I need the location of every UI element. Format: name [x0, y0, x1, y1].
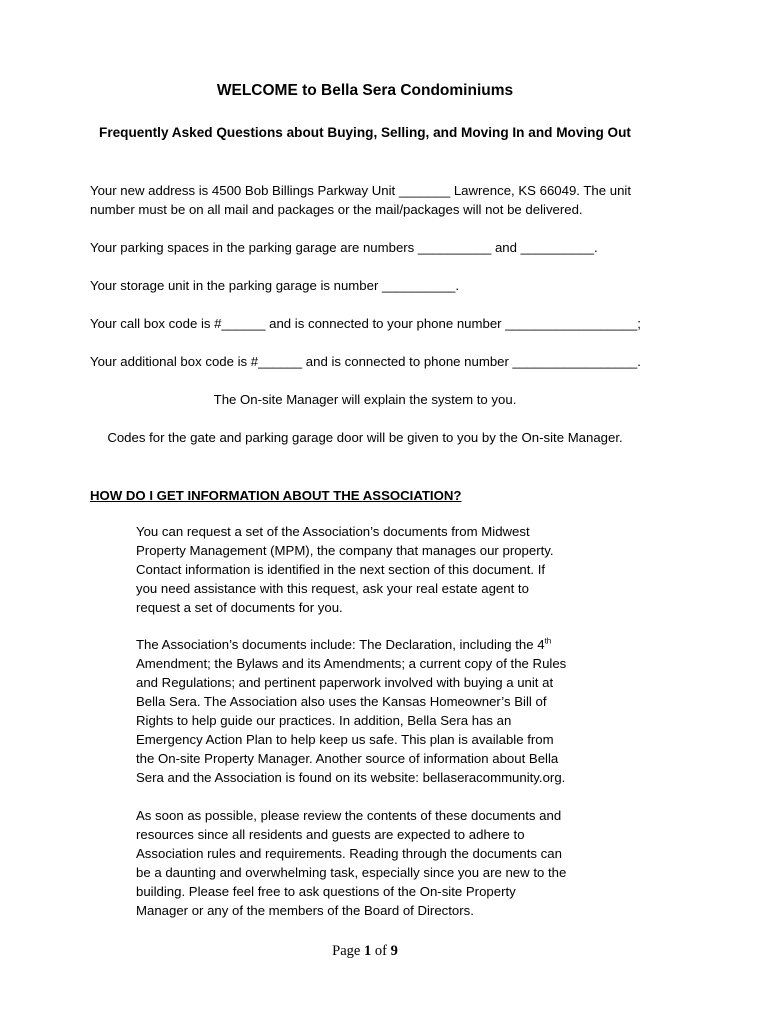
- paragraph-line: the On-site Property Manager. Another source of information about Bella: [136, 751, 559, 766]
- paragraph-line: Emergency Action Plan to help keep us safe. This plan is available from: [136, 732, 554, 747]
- codes-note: Codes for the gate and parking garage door will be given to you by the On-site Manager.: [107, 430, 623, 445]
- paragraph-line: request a set of documents for you.: [136, 600, 343, 615]
- paragraph-line: Manager or any of the members of the Board of Directors.: [136, 903, 474, 918]
- storage-unit-line: Your storage unit in the parking garage is number __________.: [90, 278, 460, 293]
- paragraph-line: and Regulations; and pertinent paperwork involved with buying a unit at: [136, 675, 554, 690]
- page-title: WELCOME to Bella Sera Condominiums: [216, 82, 514, 99]
- section-heading: HOW DO I GET INFORMATION ABOUT THE ASSOCIATION?: [90, 488, 462, 503]
- paragraph-line: Contact information is identified in the next section of this document. If: [136, 562, 546, 577]
- manager-note: The On-site Manager will explain the system to you.: [213, 392, 517, 407]
- paragraph-line: Amendment; the Bylaws and its Amendments; a current copy of the Rules: [136, 656, 567, 671]
- paragraph-line-text: The Association’s documents include: The Declaration, including the 4: [136, 637, 545, 652]
- paragraph-request-documents: [136, 522, 606, 617]
- paragraph-line: Sera and the Association is found on its website: bellaseracommunity.org.: [136, 770, 566, 785]
- paragraph-line: building. Please feel free to ask questions of the On-site Property: [136, 884, 516, 899]
- paragraph-line: be a daunting and overwhelming task, especially since you are new to the: [136, 865, 567, 880]
- paragraph-line: Property Management (MPM), the company that manages our property.: [136, 543, 554, 558]
- paragraph-line: Bella Sera. The Association also uses the Kansas Homeowner’s Bill of: [136, 694, 547, 709]
- page-number: 1: [363, 943, 372, 959]
- paragraph-line: As soon as possible, please review the contents of these documents and: [136, 808, 562, 823]
- parking-spaces-line: Your parking spaces in the parking garage are numbers __________ and __________.: [90, 240, 598, 255]
- paragraph-line: you need assistance with this request, ask your real estate agent to: [136, 581, 529, 596]
- paragraph-line: Rights to help guide our practices. In addition, Bella Sera has an: [136, 713, 512, 728]
- additional-box-line: Your additional box code is #______ and is connected to phone number _________________.: [90, 354, 641, 369]
- call-box-line: Your call box code is #______ and is connected to your phone number __________________;: [90, 316, 641, 331]
- paragraph-review-documents: [136, 806, 606, 920]
- paragraph-line: Association rules and requirements. Reading through the documents can: [136, 846, 562, 861]
- address-line-2: number must be on all mail and packages or the mail/packages will not be delivered.: [90, 202, 583, 217]
- of-word: of: [374, 943, 387, 959]
- paragraph-line: [136, 635, 606, 654]
- total-pages: 9: [390, 943, 398, 959]
- address-line-1: Your new address is 4500 Bob Billings Parkway Unit _______ Lawrence, KS 66049. The unit: [90, 183, 632, 198]
- paragraph-line: resources since all residents and guests are expected to adhere to: [136, 827, 525, 842]
- superscript-th: th: [544, 636, 552, 646]
- page-word: Page: [332, 943, 361, 959]
- page-footer: [0, 942, 730, 960]
- paragraph-line: You can request a set of the Association’s documents from Midwest: [136, 524, 530, 539]
- paragraph-association-documents: [136, 635, 606, 787]
- page-subtitle: Frequently Asked Questions about Buying, Selling, and Moving In and Moving Out: [99, 125, 631, 140]
